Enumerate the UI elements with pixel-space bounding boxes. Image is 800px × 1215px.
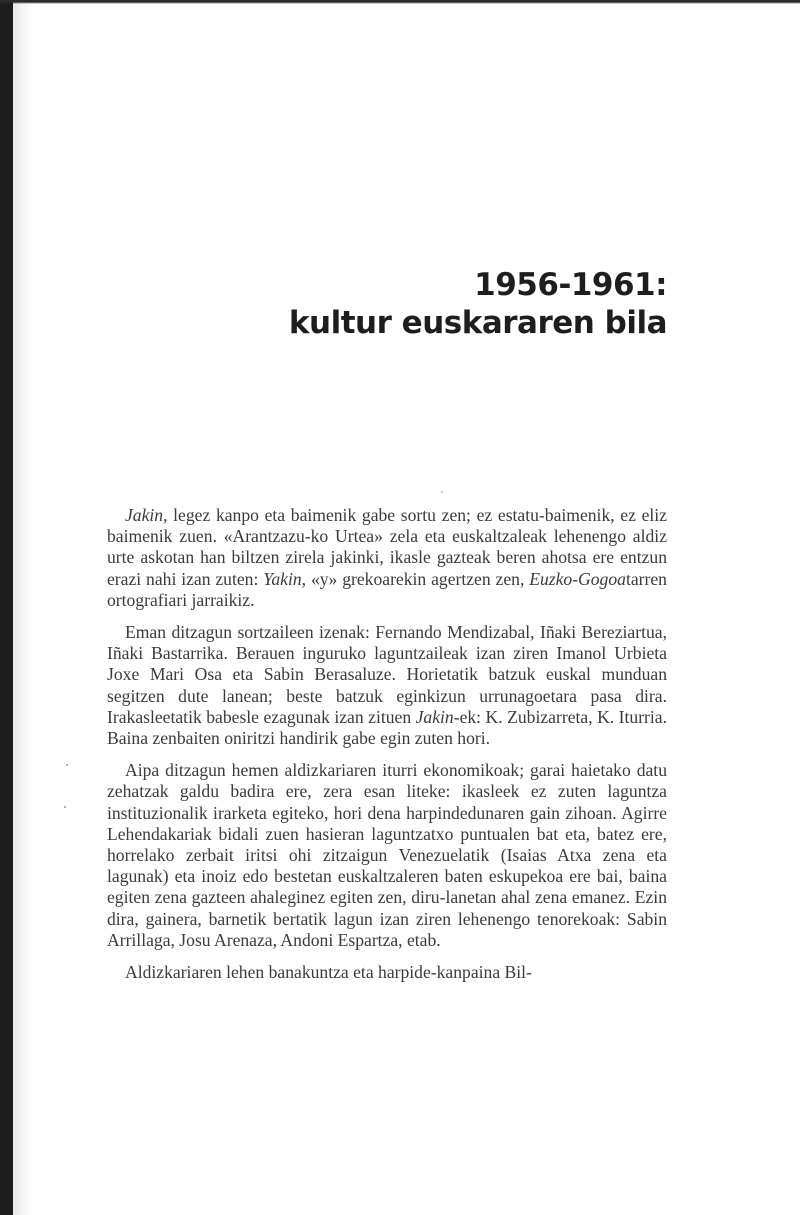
paragraph [107,962,667,983]
paragraph-text: -ek: K. Zubizarreta, K. Iturria. Baina zenbaiten oniritzi handirik gabe egin zuten hori. [107,706,668,749]
page-top-edge [0,0,800,4]
paragraph-text: «y» grekoarekin agertzen zen, [306,568,530,589]
chapter-title-years: 1956-1961: [474,266,667,303]
italic-title-text: Jakin [415,706,454,727]
book-binding-edge [0,0,13,1215]
margin-mark [66,764,68,766]
chapter-title [289,266,667,342]
paragraph-text: Aldizkariaren lehen banakuntza eta harpide-kanpaina Bil- [125,962,532,983]
gutter-shadow [13,0,33,1215]
paragraph-text: legez kanpo eta baimenik gabe sortu zen; ez estatu-baimenik, ez eliz baimenik zuen. «Arantzazu-ko Urtea» zela eta euskaltzaleak lehenengo aldiz urte askotan han biltzen zirela jakinki, ikasle gazteak beren ahotsa ere entzun erazi nahi izan zuten: [107,505,667,589]
scan-speck [441,491,443,493]
italic-title-text: Jakin, [125,505,168,525]
margin-mark [64,806,66,808]
paragraph-text: tarren ortografiari jarraikiz. [107,568,667,610]
paragraph [107,760,667,951]
italic-title-text: Yakin, [263,568,307,589]
italic-title-text: Euzko-Gogoa [529,568,626,589]
paragraph-text: Eman ditzagun sortzaileen izenak: Fernando Mendizabal, Iñaki Bereziartua, Iñaki Bastarrika. Berauen inguruko laguntzaileak izan ziren Imanol Urbieta Joxe Mari Osa eta Sabin Berasaluze. Horietatik batzuk euskal munduan segitzen dute lanean; beste batzuk eginkizun urrunagoetara pasa dira. Irakasleetatik babesle ezagunak izan zituen [107,622,667,727]
chapter-title-subtitle: kultur euskararen bila [288,304,667,341]
paragraph-text: Aipa ditzagun hemen aldizkariaren iturri ekonomikoak; garai haietako datu zehatzak galdu badira ere, zera esan liteke: ikasleek ez zuten laguntza instituzionalik irarketa egiteko, hori dena harpindedunaren gain zihoan. Agirre Lehendakariak bidali zuen hasieran laguntzatxo puntualen bat eta, batez ere, horrelako zerbait iritsi ohi zitzaigun Venezuelatik (Isaias Atxa zena eta lagunak) eta inoiz edo bestetan euskaltzaleren baten eskupekoa ere bai, baina egiten zena gazteen ahaleginez egiten zen, diru-lanetan ahal zena emanez. Ezin dira, gainera, barnetik bertatik lagun izan ziren lehenengo tenorekoak: Sabin Arrillaga, Josu Arenaza, Andoni Espartza, etab. [107,760,667,950]
paragraph [107,622,667,749]
body-text [107,505,667,994]
paragraph [107,505,667,611]
